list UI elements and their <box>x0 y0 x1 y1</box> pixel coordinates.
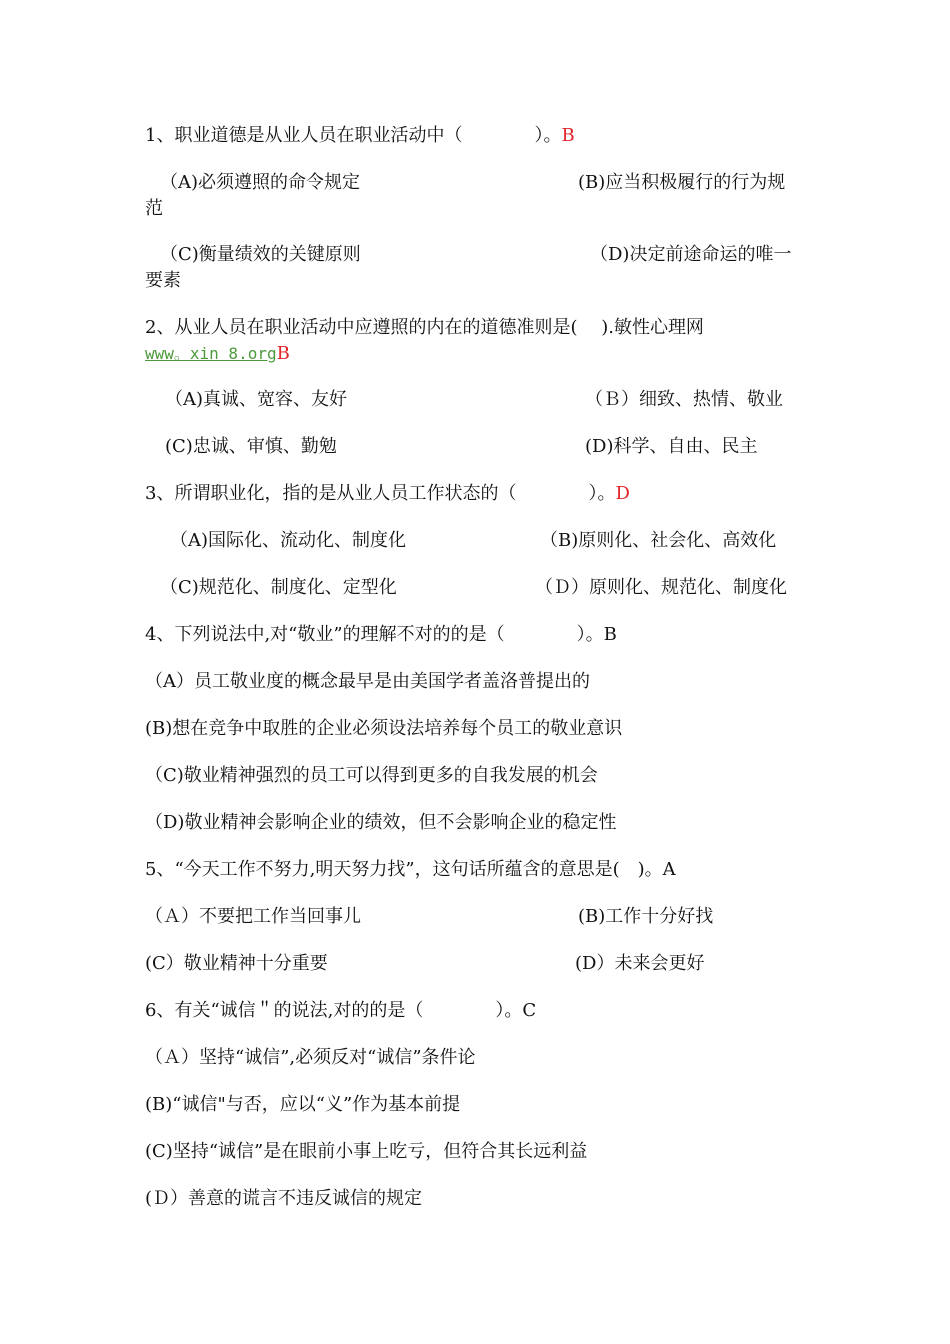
question-6-option-a: （Ａ）坚持“诚信”,必须反对“诚信”条件论 <box>145 1047 476 1068</box>
question-2-option-a: （A)真诚、宽容、友好 <box>165 389 348 410</box>
question-3-option-a: （A)国际化、流动化、制度化 <box>170 530 407 551</box>
question-1-option-d-wrap: 要素 <box>145 270 181 291</box>
question-2-option-d: (D)科学、自由、民主 <box>585 436 758 457</box>
question-1-option-a: （A)必须遵照的命令规定 <box>160 172 361 193</box>
question-2-option-c: (C)忠诚、审慎、勤勉 <box>165 436 337 457</box>
question-1-option-b: (B)应当积极履行的行为规 <box>578 172 786 193</box>
question-6-stem: 6、有关“诚信＂的说法,对的的是（ ）。C <box>145 1000 537 1021</box>
question-4-option-a: （A）员工敬业度的概念最早是由美国学者盖洛普提出的 <box>145 671 590 692</box>
question-1 <box>145 123 575 149</box>
question-5-option-a: （Ａ）不要把工作当回事儿 <box>145 906 361 927</box>
question-5-option-d: (D）未来会更好 <box>575 953 705 974</box>
question-1-stem: 1、职业道德是从业人员在职业活动中（ ）。 <box>145 125 562 146</box>
question-1-answer: B <box>561 125 575 146</box>
question-5-option-b: (B)工作十分好找 <box>578 906 714 927</box>
question-3-option-c: （C)规范化、制度化、定型化 <box>160 577 397 598</box>
question-5-option-c: (C）敬业精神十分重要 <box>145 953 328 974</box>
question-6-option-b: (B)“诚信"与否，应以“义”作为基本前提 <box>145 1094 461 1115</box>
question-6-option-c: (C)坚持“诚信”是在眼前小事上吃亏，但符合其长远利益 <box>145 1141 588 1162</box>
question-3-option-d: （Ｄ）原则化、规范化、制度化 <box>535 577 787 598</box>
question-1-option-b-wrap: 范 <box>145 198 163 219</box>
question-1-option-d: （D)决定前途命运的唯一 <box>590 244 792 265</box>
question-2-link[interactable]: www。xin 8.org <box>145 344 277 363</box>
question-2-stem: 2、从业人员在职业活动中应遵照的内在的道德准则是( ).敏性心理网 <box>145 317 704 338</box>
question-2-answer: B <box>276 343 290 364</box>
question-4-option-b: (B)想在竞争中取胜的企业必须设法培养每个员工的敬业意识 <box>145 718 623 739</box>
question-2-link-line <box>145 341 290 367</box>
question-4-option-c: （C)敬业精神强烈的员工可以得到更多的自我发展的机会 <box>145 765 598 786</box>
question-3-answer: D <box>615 483 630 504</box>
question-3-stem: 3、所谓职业化，指的是从业人员工作状态的（ ）。 <box>145 483 616 504</box>
question-2-option-b: （Ｂ）细致、热情、敬业 <box>585 389 783 410</box>
question-1-option-c: （C)衡量绩效的关键原则 <box>160 244 361 265</box>
question-3-option-b: （B)原则化、社会化、高效化 <box>540 530 777 551</box>
question-4-stem: 4、下列说法中,对“敬业”的理解不对的的是（ ）。B <box>145 624 617 645</box>
question-6-option-d: (Ｄ）善意的谎言不违反诚信的规定 <box>145 1188 423 1209</box>
question-3 <box>145 481 630 507</box>
question-4-option-d: （D)敬业精神会影响企业的绩效，但不会影响企业的稳定性 <box>145 812 617 833</box>
question-5-stem: 5、“今天工作不努力,明天努力找”，这句话所蕴含的意思是( )。A <box>145 859 676 880</box>
